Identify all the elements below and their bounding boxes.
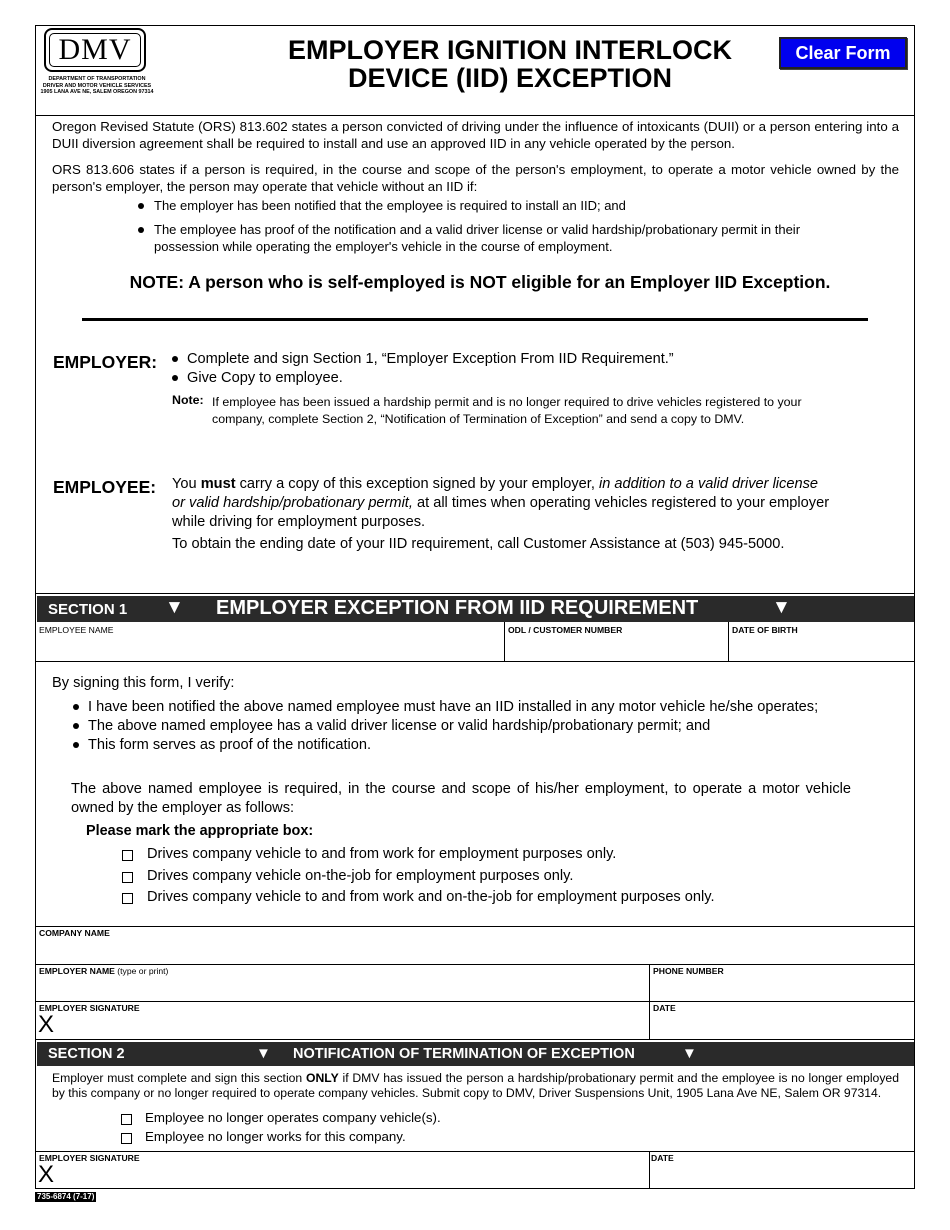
bullet-icon xyxy=(172,356,178,362)
employee-label: EMPLOYEE: xyxy=(53,477,157,497)
employment-requirement-text: The above named employee is required, in the course and scope of his/her employment, to operate a motor vehicle owned by the employer as follows: xyxy=(71,781,851,816)
bullet-icon xyxy=(73,723,79,729)
phone-number-label: PHONE NUMBER xyxy=(653,966,724,976)
dmv-logo-text: DMV xyxy=(49,33,141,67)
agency-address: DEPARTMENT OF TRANSPORTATION DRIVER AND MOTOR VEHICLE SERVICES 1905 LANA AVE NE, SALEM OREGON 97314 xyxy=(40,76,154,95)
bullet-icon xyxy=(138,203,144,209)
divider-rule xyxy=(82,318,868,321)
section2-signature-label: EMPLOYER SIGNATURE xyxy=(39,1153,140,1163)
signature-date-field[interactable] xyxy=(651,1013,913,1038)
section2-label: SECTION 2 xyxy=(48,1046,125,1062)
section2-date-label: DATE xyxy=(651,1153,674,1163)
down-arrow-icon: ▼ xyxy=(682,1045,697,1062)
no-longer-operates-checkbox[interactable] xyxy=(121,1114,132,1125)
field-divider xyxy=(35,1039,915,1040)
section-divider xyxy=(35,593,915,594)
field-divider xyxy=(728,622,729,661)
employer-name-field[interactable] xyxy=(37,977,647,1000)
intro-bullet-1: The employer has been notified that the employee is required to install an IID; and xyxy=(154,198,626,213)
section2-header xyxy=(37,1042,914,1066)
section2-instructions: Employer must complete and sign this section ONLY if DMV has issued the person a hardship/probationary permit and the employee is no longer employed by this company or no longer required to operate company vehicles. Submit copy to DMV, Driver Suspensions Unit, 1905 Lana Ave NE, Salem OR 97314. xyxy=(52,1071,899,1101)
date-of-birth-field[interactable] xyxy=(730,636,913,660)
employer-signature-field[interactable] xyxy=(60,1013,647,1038)
field-divider xyxy=(35,926,915,927)
verify-bullet-1: I have been notified the above named employee must have an IID installed in any motor vehicle he/she operates; xyxy=(88,699,819,715)
dmv-logo xyxy=(44,28,146,72)
option-on-the-job-checkbox[interactable] xyxy=(122,872,133,883)
field-divider xyxy=(649,1151,650,1189)
field-divider xyxy=(35,964,915,965)
down-arrow-icon: ▼ xyxy=(772,597,791,618)
company-name-label: COMPANY NAME xyxy=(39,928,110,938)
employee-name-label: EMPLOYEE NAME xyxy=(39,625,114,635)
signature-x-mark: X xyxy=(38,1011,55,1038)
section1-header xyxy=(37,596,914,622)
no-longer-works-label: Employee no longer works for this company. xyxy=(145,1129,406,1144)
option-commute-checkbox[interactable] xyxy=(122,850,133,861)
date-of-birth-label: DATE OF BIRTH xyxy=(732,625,798,635)
verify-bullet-2: The above named employee has a valid driver license or valid hardship/probationary permit; and xyxy=(88,718,711,734)
verify-bullet-3: This form serves as proof of the notification. xyxy=(88,737,372,753)
no-longer-works-checkbox[interactable] xyxy=(121,1133,132,1144)
field-divider xyxy=(35,661,915,662)
bullet-icon xyxy=(73,704,79,710)
signature-x-mark: X xyxy=(38,1161,55,1188)
field-divider xyxy=(35,1001,915,1002)
employer-name-label: EMPLOYER NAME (type or print) xyxy=(39,966,169,976)
section2-date-field[interactable] xyxy=(651,1163,913,1187)
employer-bullet-2: Give Copy to employee. xyxy=(187,370,343,386)
section1-title: EMPLOYER EXCEPTION FROM IID REQUIREMENT xyxy=(216,597,699,619)
header-divider xyxy=(35,115,915,116)
down-arrow-icon: ▼ xyxy=(256,1045,271,1062)
bullet-icon xyxy=(73,742,79,748)
employer-label: EMPLOYER: xyxy=(53,352,158,372)
field-divider xyxy=(504,622,505,661)
section2-title: NOTIFICATION OF TERMINATION OF EXCEPTION xyxy=(293,1046,635,1062)
odl-number-label: ODL / CUSTOMER NUMBER xyxy=(508,625,623,635)
employer-bullet-1: Complete and sign Section 1, “Employer Exception From IID Requirement.” xyxy=(187,351,674,367)
bullet-icon xyxy=(172,375,178,381)
option-both-checkbox[interactable] xyxy=(122,893,133,904)
employee-name-field[interactable] xyxy=(37,636,502,660)
self-employed-note: NOTE: A person who is self-employed is NOT eligible for an Employer IID Exception. xyxy=(129,272,831,292)
intro-paragraph-2: ORS 813.606 states if a person is required, in the course and scope of the person's employment, to operate a motor vehicle owned by the person's employer, the person may operate that vehicle without an IID if: xyxy=(52,162,899,194)
company-name-field[interactable] xyxy=(37,939,913,963)
employer-signature-label: EMPLOYER SIGNATURE xyxy=(39,1003,140,1013)
verify-intro: By signing this form, I verify: xyxy=(52,675,235,691)
field-divider xyxy=(35,1151,915,1152)
intro-bullet-2: The employee has proof of the notification and a valid driver license or valid hardship/probationary permit in their possession while operating the employer's vehicle in the course of employment. xyxy=(154,222,801,254)
bullet-icon xyxy=(138,227,144,233)
no-longer-operates-label: Employee no longer operates company vehicle(s). xyxy=(145,1110,441,1125)
odl-number-field[interactable] xyxy=(506,636,726,660)
option-both-label: Drives company vehicle to and from work and on-the-job for employment purposes only. xyxy=(147,889,715,905)
clear-form-button[interactable]: Clear Form xyxy=(779,37,907,69)
mark-box-instruction: Please mark the appropriate box: xyxy=(86,823,314,839)
option-commute-label: Drives company vehicle to and from work for employment purposes only. xyxy=(147,846,617,862)
phone-number-field[interactable] xyxy=(651,977,913,1000)
date-label: DATE xyxy=(653,1003,676,1013)
down-arrow-icon: ▼ xyxy=(165,597,184,618)
employee-customer-assistance: To obtain the ending date of your IID requirement, call Customer Assistance at (503) 945-5000. xyxy=(172,536,785,552)
intro-paragraph-1: Oregon Revised Statute (ORS) 813.602 states a person convicted of driving under the influence of intoxicants (DUII) or a person entering into a DUII diversion agreement shall be required to install and use an approved IID in any vehicle operated by the person. xyxy=(52,119,899,151)
option-on-the-job-label: Drives company vehicle on-the-job for employment purposes only. xyxy=(147,868,574,884)
form-number: 735-6874 (7-17) xyxy=(37,1192,95,1201)
page-title: EMPLOYER IGNITION INTERLOCK DEVICE (IID) EXCEPTION xyxy=(287,35,732,93)
employee-instructions: You must carry a copy of this exception signed by your employer, in addition to a valid driver license or valid hardship/probationary permit, at all times when operating vehicles registered to your employer while driving for employment purposes. xyxy=(172,476,830,530)
employer-note-label: Note: xyxy=(172,393,204,407)
employer-note-text: If employee has been issued a hardship permit and is no longer required to drive vehicles registered to your company, complete Section 2, “Notification of Termination of Exception” and send a copy to DMV. xyxy=(212,395,802,426)
section2-signature-field[interactable] xyxy=(60,1163,647,1187)
section1-label: SECTION 1 xyxy=(48,601,128,618)
